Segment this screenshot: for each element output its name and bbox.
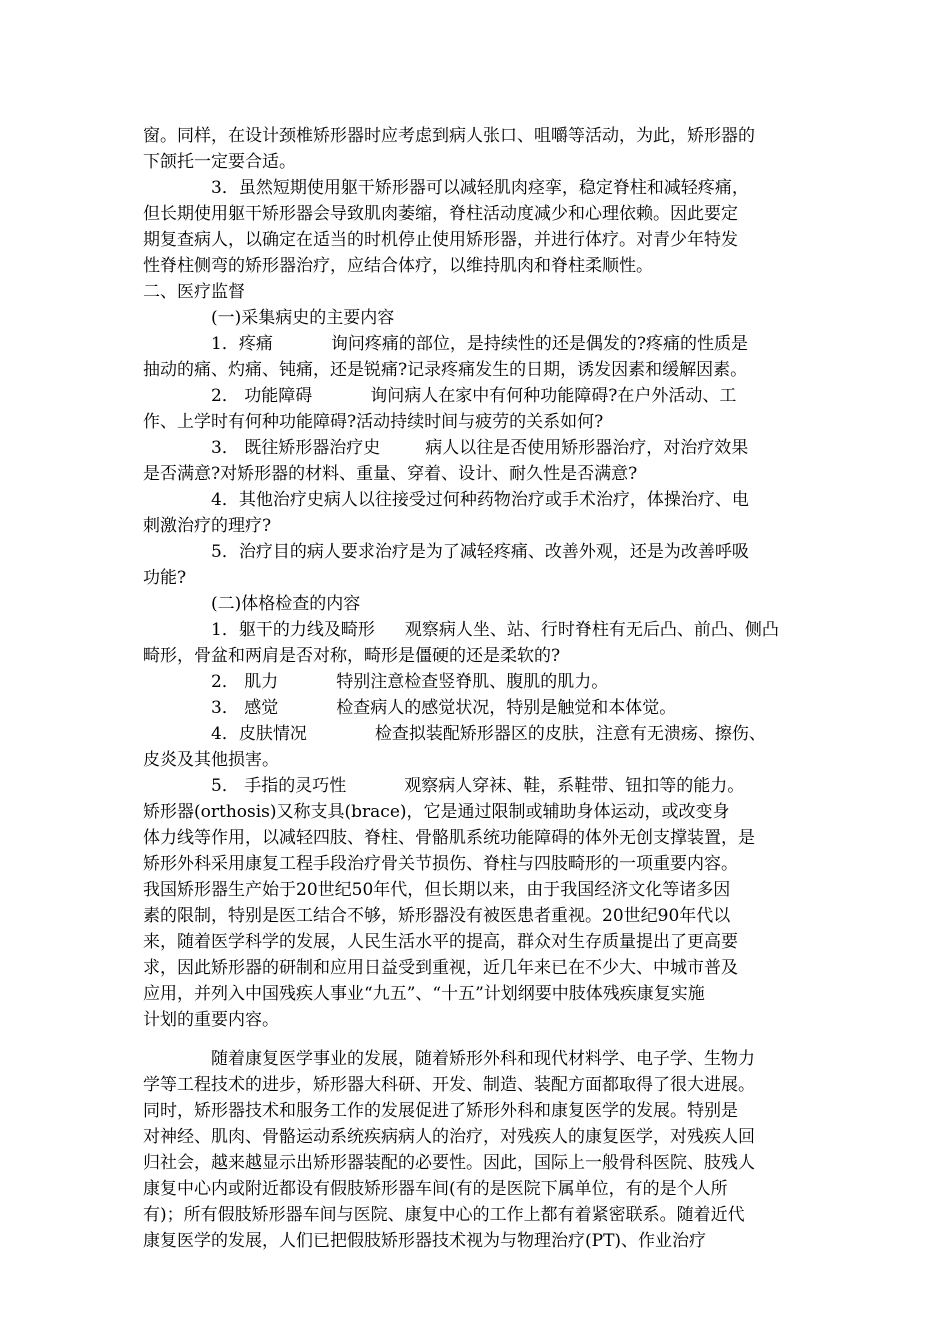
line-text: 体力线等作用，以减轻四肢、脊柱、骨骼肌系统功能障碍的体外无创支撑装置，是 bbox=[143, 828, 755, 848]
text-line bbox=[143, 851, 807, 877]
line-text: 抽动的痛、灼痛、钝痛，还是锐痛?记录疼痛发生的日期，诱发因素和缓解因素。 bbox=[143, 360, 748, 380]
text-line bbox=[143, 331, 807, 357]
line-text: 功能? bbox=[143, 568, 187, 588]
text-line bbox=[143, 435, 807, 461]
text-line bbox=[143, 1150, 807, 1176]
line-text: 康复中心内或附近都设有假肢矫形器车间(有的是医院下属单位，有的是个人所 bbox=[143, 1179, 728, 1199]
line-text: 有)；所有假肢矫形器车间与医院、康复中心的工作上都有着紧密联系。随着近代 bbox=[143, 1205, 745, 1225]
text-line bbox=[143, 1176, 807, 1202]
text-line bbox=[143, 461, 807, 487]
line-text: 下颌托一定要合适。 bbox=[143, 152, 296, 172]
line-text: 2． 肌力 bbox=[211, 672, 279, 692]
text-line bbox=[143, 409, 807, 435]
line-text: 我国矫形器生产始于20世纪50年代，但长期以来，由于我国经济文化等诸多因 bbox=[143, 880, 731, 900]
line-text: 计划的重要内容。 bbox=[143, 1010, 279, 1030]
text-line bbox=[143, 747, 807, 773]
line-text-continued: 病人以往是否使用矫形器治疗，对治疗效果 bbox=[425, 438, 749, 458]
line-text-continued: 观察病人穿袜、鞋，系鞋带、钮扣等的能力。 bbox=[404, 776, 745, 796]
text-line bbox=[143, 123, 807, 149]
text-line bbox=[143, 305, 807, 331]
text-line bbox=[143, 877, 807, 903]
paragraph-gap bbox=[143, 1033, 807, 1046]
line-text: 5． 手指的灵巧性 bbox=[211, 776, 347, 796]
line-text: 3． 感觉 bbox=[211, 698, 279, 718]
line-text: 期复查病人，以确定在适当的时机停止使用矫形器，并进行体疗。对青少年特发 bbox=[143, 230, 738, 250]
text-line bbox=[143, 539, 807, 565]
line-text: 3． 既往矫形器治疗史 bbox=[211, 438, 381, 458]
text-line bbox=[143, 357, 807, 383]
line-text: 刺激治疗的理疗? bbox=[143, 516, 272, 536]
text-line bbox=[143, 981, 807, 1007]
line-text: 对神经、肌肉、骨骼运动系统疾病病人的治疗，对残疾人的康复医学，对残疾人回 bbox=[143, 1127, 755, 1147]
text-line bbox=[143, 669, 807, 695]
line-text: 素的限制，特别是医工结合不够，矫形器没有被医患者重视。20世纪90年代以 bbox=[143, 906, 731, 926]
line-text: 4．其他治疗史病人以往接受过何种药物治疗或手术治疗，体操治疗、电 bbox=[211, 490, 749, 510]
text-line bbox=[143, 1072, 807, 1098]
text-line bbox=[143, 279, 807, 305]
line-text: 但长期使用躯干矫形器会导致肌肉萎缩，脊柱活动度减少和心理依赖。因此要定 bbox=[143, 204, 738, 224]
text-line bbox=[143, 227, 807, 253]
line-text: 作、上学时有何种功能障碍?活动持续时间与疲劳的关系如何? bbox=[143, 412, 604, 432]
text-line bbox=[143, 513, 807, 539]
text-line bbox=[143, 929, 807, 955]
text-line bbox=[143, 201, 807, 227]
text-line bbox=[143, 383, 807, 409]
line-text: 畸形，骨盆和两肩是否对称，畸形是僵硬的还是柔软的? bbox=[143, 646, 561, 666]
line-text: 矫形外科采用康复工程手段治疗骨关节损伤、脊柱与四肢畸形的一项重要内容。 bbox=[143, 854, 738, 874]
line-text: 1．疼痛 bbox=[211, 334, 273, 354]
line-text: 3．虽然短期使用躯干矫形器可以减轻肌肉痉挛，稳定脊柱和减轻疼痛， bbox=[211, 178, 749, 198]
text-line bbox=[143, 1098, 807, 1124]
line-text: 二、医疗监督 bbox=[143, 282, 245, 302]
line-text-continued: 询问疼痛的部位，是持续性的还是偶发的?疼痛的性质是 bbox=[330, 334, 748, 354]
text-line bbox=[143, 1228, 807, 1254]
line-text: (二)体格检查的内容 bbox=[211, 594, 361, 614]
text-line bbox=[143, 903, 807, 929]
line-text-continued: 检查病人的感觉状况，特别是触觉和本体觉。 bbox=[336, 698, 677, 718]
line-text: 皮炎及其他损害。 bbox=[143, 750, 279, 770]
line-text: 康复医学的发展，人们已把假肢矫形器技术视为与物理治疗(PT)、作业治疗 bbox=[143, 1231, 707, 1251]
line-text: 4．皮肤情况 bbox=[211, 724, 307, 744]
line-text: 归社会，越来越显示出矫形器装配的必要性。因此，国际上一般骨科医院、肢残人 bbox=[143, 1153, 755, 1173]
line-text-continued: 特别注意检查竖脊肌、腹肌的肌力。 bbox=[336, 672, 609, 692]
text-line bbox=[143, 799, 807, 825]
line-text: 2． 功能障碍 bbox=[211, 386, 313, 406]
line-text: 求，因此矫形器的研制和应用日益受到重视，近几年来已在不少大、中城市普及 bbox=[143, 958, 738, 978]
line-text: 窗。同样，在设计颈椎矫形器时应考虑到病人张口、咀嚼等活动，为此，矫形器的 bbox=[143, 126, 755, 146]
text-line bbox=[143, 695, 807, 721]
line-text: 学等工程技术的进步，矫形器大科研、开发、制造、装配方面都取得了很大进展。 bbox=[143, 1075, 755, 1095]
text-line bbox=[143, 175, 807, 201]
text-line bbox=[143, 721, 807, 747]
text-line bbox=[143, 149, 807, 175]
line-text: 5．治疗目的病人要求治疗是为了减轻疼痛、改善外观，还是为改善呼吸 bbox=[211, 542, 749, 562]
text-line bbox=[143, 1007, 807, 1033]
text-line bbox=[143, 643, 807, 669]
text-line bbox=[143, 825, 807, 851]
line-text: 性脊柱侧弯的矫形器治疗，应结合体疗，以维持肌肉和脊柱柔顺性。 bbox=[143, 256, 653, 276]
text-line bbox=[143, 617, 807, 643]
document-body bbox=[143, 123, 807, 1254]
line-text: 1．躯干的力线及畸形 bbox=[211, 620, 375, 640]
text-line bbox=[143, 955, 807, 981]
line-text: 来，随着医学科学的发展，人民生活水平的提高，群众对生存质量提出了更高要 bbox=[143, 932, 738, 952]
line-text: 同时，矫形器技术和服务工作的发展促进了矫形外科和康复医学的发展。特别是 bbox=[143, 1101, 738, 1121]
text-line bbox=[143, 773, 807, 799]
text-line bbox=[143, 1124, 807, 1150]
text-line bbox=[143, 487, 807, 513]
text-line bbox=[143, 253, 807, 279]
line-text: 应用，并列入中国残疾人事业“九五”、“十五”计划纲要中肢体残疾康复实施 bbox=[143, 984, 705, 1004]
line-text: 矫形器(orthosis)又称支具(brace)，它是通过限制或辅助身体运动，或改变身 bbox=[143, 802, 730, 822]
text-line bbox=[143, 565, 807, 591]
text-line bbox=[143, 1046, 807, 1072]
text-line bbox=[143, 1202, 807, 1228]
line-text: 随着康复医学事业的发展，随着矫形外科和现代材料学、电子学、生物力 bbox=[211, 1049, 755, 1069]
line-text-continued: 询问病人在家中有何种功能障碍?在户外活动、工 bbox=[370, 386, 737, 406]
line-text-continued: 观察病人坐、站、行时脊柱有无后凸、前凸、侧凸 bbox=[404, 620, 779, 640]
text-line bbox=[143, 591, 807, 617]
line-text: (一)采集病史的主要内容 bbox=[211, 308, 395, 328]
line-text: 是否满意?对矫形器的材料、重量、穿着、设计、耐久性是否满意? bbox=[143, 464, 638, 484]
line-text-continued: 检查拟装配矫形器区的皮肤，注意有无溃疡、擦伤、 bbox=[374, 724, 766, 744]
